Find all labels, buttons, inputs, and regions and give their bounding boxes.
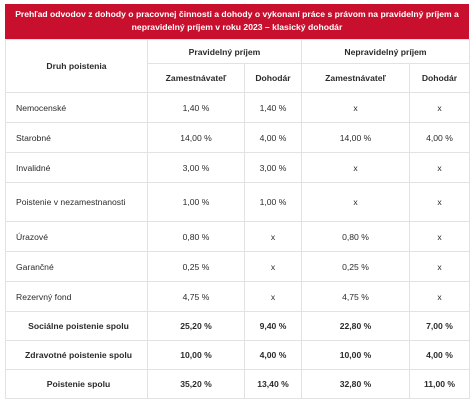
cell-regular-worker: 4,00 %	[245, 341, 302, 370]
cell-regular-worker: x	[245, 252, 302, 282]
cell-irregular-worker: x	[410, 183, 470, 222]
table-row	[6, 222, 470, 252]
cell-irregular-employer: 10,00 %	[302, 341, 410, 370]
row-label: Rezervný fond	[6, 282, 148, 312]
row-label: Invalidné	[6, 153, 148, 183]
group-header-regular-income: Pravidelný príjem	[148, 40, 302, 64]
cell-irregular-worker: 7,00 %	[410, 312, 470, 341]
cell-regular-worker: 3,00 %	[245, 153, 302, 183]
cell-regular-employer: 14,00 %	[148, 123, 245, 153]
cell-irregular-worker: x	[410, 252, 470, 282]
cell-irregular-employer: 14,00 %	[302, 123, 410, 153]
column-header-irregular-employer: Zamestnávateľ	[302, 64, 410, 93]
contributions-overview	[5, 4, 469, 399]
table-row	[6, 123, 470, 153]
cell-irregular-worker: x	[410, 282, 470, 312]
column-header-irregular-worker: Dohodár	[410, 64, 470, 93]
summary-label: Sociálne poistenie spolu	[6, 312, 148, 341]
summary-label: Poistenie spolu	[6, 370, 148, 399]
group-header-irregular-income: Nepravidelný príjem	[302, 40, 470, 64]
row-label: Poistenie v nezamestnanosti	[6, 183, 148, 222]
cell-regular-worker: 4,00 %	[245, 123, 302, 153]
cell-regular-employer: 3,00 %	[148, 153, 245, 183]
column-header-insurance-type: Druh poistenia	[6, 40, 148, 93]
cell-regular-worker: 13,40 %	[245, 370, 302, 399]
cell-regular-employer: 4,75 %	[148, 282, 245, 312]
cell-regular-employer: 0,25 %	[148, 252, 245, 282]
cell-irregular-worker: 4,00 %	[410, 341, 470, 370]
cell-regular-worker: 1,00 %	[245, 183, 302, 222]
summary-row	[6, 312, 470, 341]
cell-irregular-employer: x	[302, 93, 410, 123]
row-label: Nemocenské	[6, 93, 148, 123]
table-row	[6, 252, 470, 282]
cell-irregular-employer: 0,80 %	[302, 222, 410, 252]
table-title: Prehľad odvodov z dohody o pracovnej činnosti a dohody o vykonaní práce s právom na pravidelný príjem a nepravidelný príjem v roku 2023 – klasický dohodár	[5, 4, 469, 39]
cell-regular-worker: 1,40 %	[245, 93, 302, 123]
cell-irregular-employer: 4,75 %	[302, 282, 410, 312]
cell-irregular-employer: 32,80 %	[302, 370, 410, 399]
cell-regular-employer: 1,40 %	[148, 93, 245, 123]
cell-irregular-worker: 11,00 %	[410, 370, 470, 399]
cell-regular-employer: 35,20 %	[148, 370, 245, 399]
column-header-regular-worker: Dohodár	[245, 64, 302, 93]
table-row	[6, 183, 470, 222]
header-row-groups	[6, 40, 470, 64]
cell-regular-worker: 9,40 %	[245, 312, 302, 341]
cell-irregular-employer: x	[302, 153, 410, 183]
table-row	[6, 282, 470, 312]
row-label: Starobné	[6, 123, 148, 153]
cell-irregular-worker: x	[410, 222, 470, 252]
cell-regular-worker: x	[245, 282, 302, 312]
summary-row	[6, 370, 470, 399]
cell-irregular-worker: 4,00 %	[410, 123, 470, 153]
summary-row	[6, 341, 470, 370]
row-label: Úrazové	[6, 222, 148, 252]
table-row	[6, 93, 470, 123]
cell-irregular-employer: 0,25 %	[302, 252, 410, 282]
cell-regular-employer: 0,80 %	[148, 222, 245, 252]
table-row	[6, 153, 470, 183]
column-header-regular-employer: Zamestnávateľ	[148, 64, 245, 93]
cell-irregular-employer: x	[302, 183, 410, 222]
summary-label: Zdravotné poistenie spolu	[6, 341, 148, 370]
contributions-table	[5, 39, 470, 399]
cell-regular-employer: 25,20 %	[148, 312, 245, 341]
cell-regular-worker: x	[245, 222, 302, 252]
cell-regular-employer: 10,00 %	[148, 341, 245, 370]
cell-irregular-worker: x	[410, 93, 470, 123]
row-label: Garančné	[6, 252, 148, 282]
cell-irregular-employer: 22,80 %	[302, 312, 410, 341]
cell-regular-employer: 1,00 %	[148, 183, 245, 222]
cell-irregular-worker: x	[410, 153, 470, 183]
